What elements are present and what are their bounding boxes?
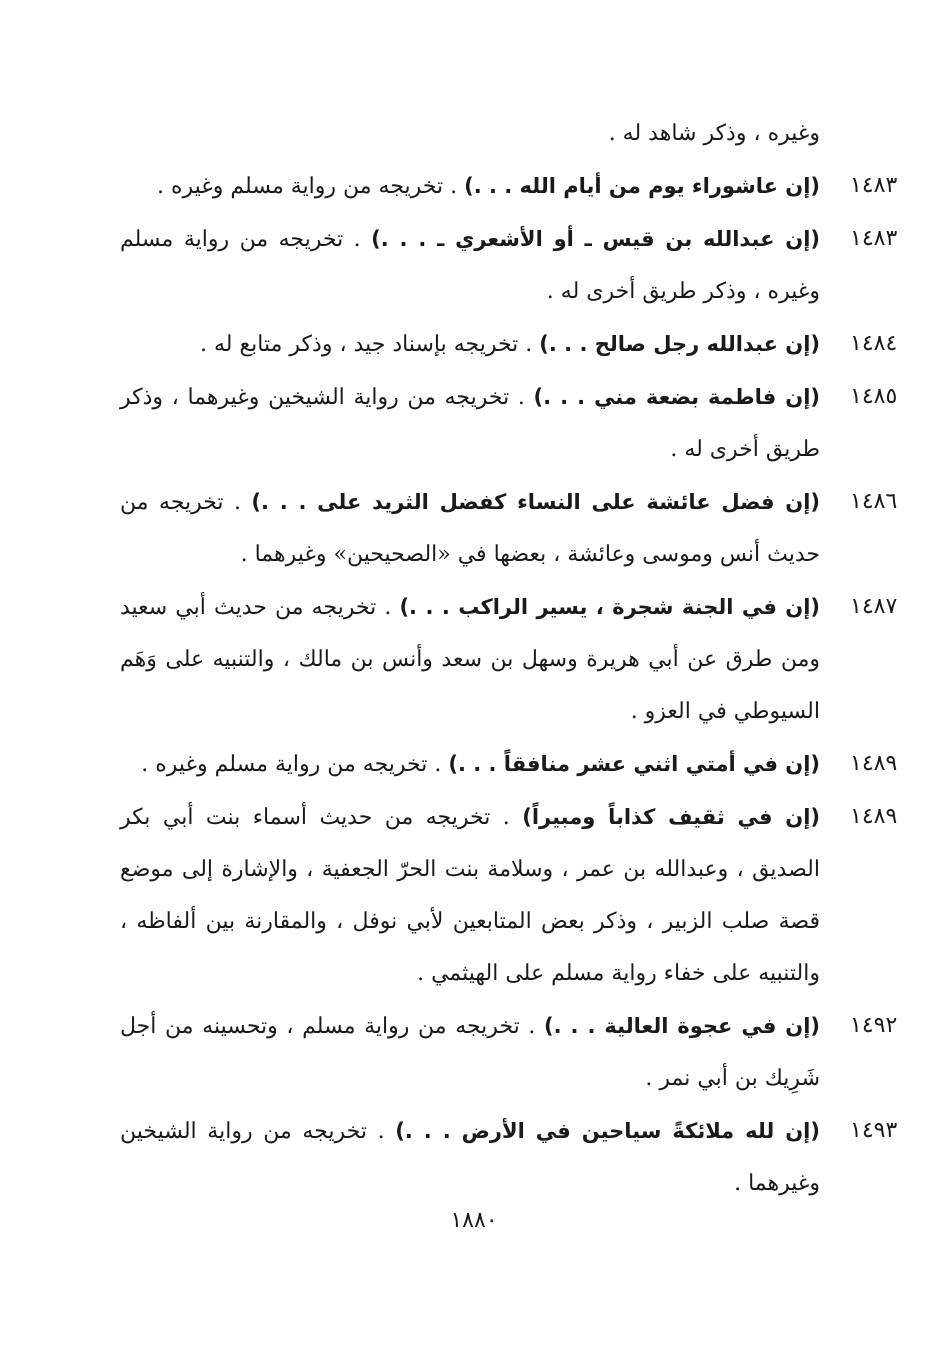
entry-text: . تخريجه من رواية الشيخين وغيرهما ، وذكر طريق أخرى له .	[120, 385, 820, 462]
entry-text: . تخريجه من رواية مسلم وغيره .	[141, 752, 449, 777]
entry-title: (إن فضل عائشة على النساء كفضل الثريد على . . .)	[251, 490, 820, 514]
entry-title: (إن لله ملائكةً سياحين في الأرض . . .)	[395, 1119, 820, 1143]
entry-number: ١٤٨٣	[850, 226, 898, 251]
entry-number: ١٤٨٣	[850, 173, 898, 198]
entry	[120, 791, 898, 1000]
entry-title: (إن عاشوراء يوم من أيام الله . . .)	[464, 174, 820, 198]
entry-title: (إن عبدالله رجل صالح . . .)	[539, 332, 820, 356]
entry-number: ١٤٨٧	[850, 594, 898, 619]
entry-title: (إن عبدالله بن قيس ـ أو الأشعري ـ . . .)	[371, 227, 820, 251]
entry-text: . تخريجه من رواية مسلم وغيره .	[156, 174, 465, 199]
entry-text: . تخريجه من حديث أنس وموسى وعائشة ، بعضها في «الصحيحين» وغيرهما .	[120, 490, 820, 567]
entry-text: . تخريجه من رواية مسلم وغيره ، وذكر طريق أخرى له .	[120, 227, 820, 304]
entry-text: . تخريجه من حديث أسماء بنت أبي بكر الصديق ، وعبدالله بن عمر ، وسلامة بنت الحرّ الجعفية ، والإشارة إلى موضع قصة صلب الزبير ، وذكر بعض المتابعين لأبي نوفل ، والمقارنة بين ألفاظه ، والتنبيه على خفاء رواية مسلم على الهيثمي .	[120, 805, 820, 986]
continuation-text: وغيره ، وذكر شاهد له .	[608, 121, 820, 146]
entry	[120, 160, 898, 213]
entry	[120, 371, 898, 476]
page-number: ١٨٨٠	[450, 1208, 498, 1233]
entry-number: ١٤٩٣	[850, 1118, 898, 1143]
entry-number: ١٤٨٤	[850, 331, 898, 356]
entry-text: . تخريجه من رواية مسلم ، وتحسينه من أجل شَرِيك بن أبي نمر .	[120, 1014, 820, 1091]
entry-text: . تخريجه من حديث أبي سعيد ومن طرق عن أبي هريرة وسهل بن سعد وأنس بن مالك ، والتنبيه على وَهَم السيوطي في العزو .	[120, 595, 820, 724]
entry	[120, 1105, 898, 1210]
entry	[120, 581, 898, 738]
entry	[120, 1000, 898, 1105]
entry-text: . تخريجه بإسناد جيد ، وذكر متابع له .	[199, 332, 540, 357]
entry-title: (إن فاطمة بضعة مني . . .)	[533, 385, 820, 409]
entry	[120, 738, 898, 791]
entry-title: (إن في أمتي اثني عشر منافقاً . . .)	[448, 752, 820, 776]
entry-number: ١٤٨٩	[850, 804, 898, 829]
entry	[120, 213, 898, 318]
entry-title: (إن في الجنة شجرة ، يسير الراكب . . .)	[399, 595, 820, 619]
entry-title: (إن في ثقيف كذاباً ومبيراً)	[522, 805, 820, 829]
entry	[120, 476, 898, 581]
entry-number: ١٤٨٦	[850, 489, 898, 514]
entry-number: ١٤٩٢	[850, 1013, 898, 1038]
entry	[120, 318, 898, 371]
text-block	[120, 108, 898, 1210]
entry-number: ١٤٨٥	[850, 384, 898, 409]
entry-number: ١٤٨٩	[850, 751, 898, 776]
entry-text: . تخريجه من رواية الشيخين وغيرهما .	[120, 1119, 820, 1196]
entry-title: (إن في عجوة العالية . . .)	[544, 1014, 821, 1038]
